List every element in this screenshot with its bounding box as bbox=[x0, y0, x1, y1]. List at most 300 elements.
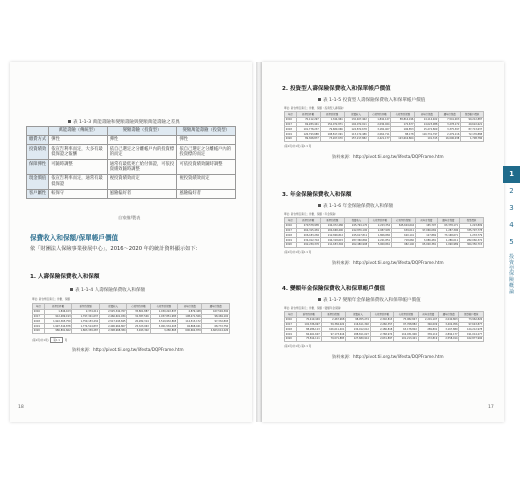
data-cell: 2,260,357 bbox=[370, 322, 393, 327]
comparison-cell: 彈性 bbox=[107, 136, 177, 145]
data-cell: 97,173,616 bbox=[321, 332, 346, 337]
data-cell: 1,842,127 bbox=[368, 117, 391, 122]
data-cell: 70,419,449 bbox=[296, 317, 321, 322]
data-cell: 2019 bbox=[285, 132, 297, 137]
data-cell: 14,114,402 bbox=[415, 117, 439, 122]
side-label-char: 投 bbox=[508, 254, 514, 260]
comparison-cell: 風險偏好者 bbox=[107, 190, 177, 199]
data-cell: 264,315,481 bbox=[296, 228, 320, 233]
data-cell: 2,421,177 bbox=[368, 136, 391, 141]
side-label-char: 概 bbox=[508, 282, 514, 289]
data-cell: 2019 bbox=[285, 332, 297, 337]
data-cell: 97,643,877 bbox=[459, 322, 484, 327]
table-row bbox=[285, 136, 484, 141]
data-cell: 718,660 bbox=[391, 238, 415, 243]
section-title-4: 4. 變額年金保險保費收入和保單帳戶價值 bbox=[282, 286, 386, 292]
data-cell: 73,962,826 bbox=[459, 317, 484, 322]
data-cell: 2,768,974 bbox=[370, 332, 393, 337]
right-page bbox=[262, 62, 504, 422]
data-cell: 127,869 bbox=[415, 233, 437, 238]
table-unit-note: 單位: 新台幣百萬元；件數、保額（變額年金保險） bbox=[284, 307, 343, 310]
chapter-side-label bbox=[503, 251, 520, 295]
data-cell: 620,141 bbox=[391, 233, 415, 238]
data-cell: 2,466,601,934 bbox=[99, 314, 127, 319]
data-cell: 3,901,534,405 bbox=[150, 324, 178, 329]
data-cell: 3,280,865 bbox=[150, 328, 178, 333]
table-pager[interactable]: (第1頁/共1頁) 第1 ▾ 頁 bbox=[284, 251, 312, 254]
data-cell: 70,112,297 bbox=[296, 117, 320, 122]
data-cell: 2,087,905 bbox=[368, 228, 391, 233]
data-cell: 90,212,887 bbox=[461, 117, 484, 122]
data-header-cell: 初年度保費 bbox=[178, 304, 202, 310]
intro-paragraph: 依「財團法人保險事業發展中心」，2016～2020 年的統計資料顯示如下： bbox=[30, 246, 201, 252]
data-cell: 2017 bbox=[33, 314, 45, 319]
data-header-cell: 有效契約件數 bbox=[370, 312, 393, 318]
comparison-cell: 依自己選定之分離帳戶內的投資標的而定 bbox=[177, 145, 236, 160]
data-cell: 35,801,887 bbox=[127, 309, 150, 314]
data-cell: 113,172,486 bbox=[344, 132, 368, 137]
left-page bbox=[10, 62, 252, 422]
data-cell: 1,863,339,287 bbox=[72, 328, 100, 333]
data-cell: 2,186,818 bbox=[370, 327, 393, 332]
data-cell: 1,344,961 bbox=[320, 117, 344, 122]
data-cell: 2018 bbox=[33, 319, 45, 324]
data-cell: 194,318,615 bbox=[320, 238, 344, 243]
data-cell: 245,794,170 bbox=[344, 223, 368, 228]
data-cell: 1,286,011 bbox=[437, 238, 459, 243]
data-header-cell: 年度 bbox=[285, 312, 297, 318]
caption-square-icon bbox=[70, 288, 73, 291]
data-cell: 14,023,988 bbox=[415, 122, 439, 127]
data-header-cell: 保單帳戶價值 bbox=[459, 312, 484, 318]
comparison-cell: 彈性 bbox=[49, 136, 108, 145]
data-cell: 1,797,341,637 bbox=[72, 314, 100, 319]
data-cell: 114,513,172 bbox=[178, 319, 202, 324]
comparison-cell: 可隨時調整 bbox=[49, 160, 108, 175]
data-cell: 292,239,370 bbox=[296, 242, 320, 247]
data-cell: 282,060,372 bbox=[459, 238, 483, 243]
data-cell: 279,578,985 bbox=[296, 223, 320, 228]
data-cell: 134,012,012 bbox=[346, 327, 371, 332]
data-header-cell: 年度 bbox=[285, 112, 297, 118]
data-header-cell: 保單帳戶價值 bbox=[461, 112, 484, 118]
data-cell: 2,201,107 bbox=[418, 317, 438, 322]
chapter-tabs bbox=[503, 166, 520, 295]
data-header-cell: 有效契約保額 bbox=[394, 312, 419, 318]
data-table bbox=[284, 311, 484, 342]
data-cell: 234,012,716 bbox=[296, 238, 320, 243]
comparison-row bbox=[27, 160, 236, 175]
data-cell: 2,036,924 bbox=[368, 122, 391, 127]
data-cell: 2,279,116 bbox=[439, 132, 461, 137]
subsection-title-life-insurance: 1. 人壽保險保費收入和保額 bbox=[30, 274, 100, 280]
data-cell: 15,272,809 bbox=[415, 127, 439, 132]
data-header-cell: 續年度保費 bbox=[437, 218, 459, 224]
data-header-cell: 初年度保費 bbox=[415, 112, 439, 118]
data-cell: 102,336,697 bbox=[296, 322, 321, 327]
data-cell: 1,997,344,878 bbox=[44, 324, 72, 329]
data-cell: 3,278,172 bbox=[439, 122, 461, 127]
data-header-cell: 新契約件數 bbox=[296, 218, 320, 224]
data-header-cell: 保費收入 bbox=[346, 312, 371, 318]
comparison-cell: 通常有最低死亡給付保證，可依投資績效隨時調整 bbox=[107, 160, 177, 175]
data-cell: 5,000,861 bbox=[368, 242, 391, 247]
data-cell: 245,617,811 bbox=[344, 233, 368, 238]
data-cell: 79,689,066 bbox=[320, 127, 344, 132]
comparison-cell: 彈性 bbox=[177, 136, 236, 145]
table-pager[interactable]: (第1頁/共1頁) 第1 ▾ 頁 bbox=[284, 145, 312, 148]
data-cell: 2017 bbox=[285, 322, 297, 327]
data-cell: 1,759,153,434 bbox=[72, 319, 100, 324]
data-cell: 287,360,860 bbox=[344, 238, 368, 243]
comparison-row-header: 現金價值 bbox=[27, 175, 49, 190]
table-caption-1-1-4: 表 1-1-4 人壽保險保費收入和保額 bbox=[70, 287, 145, 293]
data-cell: 364,350,715 bbox=[459, 242, 483, 247]
comparison-header-cell: 變額壽險（投資型） bbox=[107, 127, 177, 136]
data-cell: 2018 bbox=[285, 327, 297, 332]
page-number-left: 18 bbox=[18, 405, 24, 410]
comparison-row-header: 繳費方式 bbox=[27, 136, 49, 145]
data-cell: 986,891,662 bbox=[44, 328, 72, 333]
data-cell: 2,517,043,845 bbox=[99, 319, 127, 324]
data-header-cell: 有效契約保額 bbox=[391, 218, 415, 224]
data-header-cell: 新契約保額 bbox=[320, 112, 344, 118]
table-row bbox=[285, 242, 484, 247]
data-cell: 116,611,392 bbox=[346, 322, 371, 327]
data-cell: 912,489,193 bbox=[44, 314, 72, 319]
data-cell: 2,223,354 bbox=[368, 223, 391, 228]
comparison-cell: 較保守 bbox=[49, 190, 108, 199]
data-cell: 346,009 bbox=[418, 322, 438, 327]
data-header-cell: 新契約保額 bbox=[320, 218, 344, 224]
data-cell: 101,778,237 bbox=[296, 127, 320, 132]
table-caption bbox=[318, 97, 425, 103]
data-cell: 123,616,864 bbox=[391, 136, 415, 141]
data-header-cell: 年度 bbox=[33, 304, 45, 310]
source-link[interactable]: 資料來源：http://pivot.tii.org.tw/lifesta/DQPFrame.htm bbox=[72, 347, 184, 352]
data-cell: 108,817,091 bbox=[320, 132, 344, 137]
table-source-note: 自家繪/製表 bbox=[118, 215, 141, 220]
data-header-cell: 續年度保費 bbox=[439, 312, 459, 318]
data-cell: 639,011 bbox=[391, 228, 415, 233]
data-cell: 1,223,809 bbox=[459, 223, 483, 228]
data-header-cell: 保單價值 bbox=[459, 218, 483, 224]
side-label-char: 保 bbox=[508, 271, 514, 278]
data-cell: 2,525,342,767 bbox=[99, 309, 127, 314]
data-header-cell: 有效契約件數 bbox=[368, 112, 391, 118]
data-header-cell: 保費收入 bbox=[344, 218, 368, 224]
data-cell: 98,055,274 bbox=[346, 317, 371, 322]
data-cell: 2018 bbox=[285, 127, 297, 132]
data-cell: 127,680,914 bbox=[346, 336, 371, 341]
data-cell: 32,387,546 bbox=[127, 314, 150, 319]
data-cell: 982,140 bbox=[391, 242, 415, 247]
data-cell: 101,213,401 bbox=[394, 336, 419, 341]
data-cell: 106,011,401 bbox=[321, 327, 346, 332]
data-cell: 94,868,041 bbox=[178, 324, 202, 329]
data-cell: 59,384,022 bbox=[321, 322, 346, 327]
side-label-char: 論 bbox=[508, 288, 514, 295]
data-cell: 7,541,003 bbox=[439, 117, 461, 122]
data-cell: 2019 bbox=[285, 238, 297, 243]
comparison-cell: 可依投資績效隨時調整 bbox=[177, 160, 236, 175]
data-cell: 49,622,621 bbox=[461, 122, 484, 127]
chapter-tab-1[interactable]: 1 bbox=[503, 166, 520, 183]
data-cell: 198,471,506 bbox=[178, 314, 202, 319]
data-header-cell: 續年度保費 bbox=[202, 304, 230, 310]
table-row bbox=[285, 336, 484, 341]
data-cell: 1,774,514,837 bbox=[72, 324, 100, 329]
data-cell: 87,713,637 bbox=[461, 127, 484, 132]
data-cell: 335,797,778 bbox=[459, 228, 483, 233]
data-cell: 2,467,968 bbox=[321, 317, 346, 322]
data-cell: 172,677 bbox=[391, 122, 415, 127]
data-cell: 58,814,196 bbox=[391, 117, 415, 122]
data-cell: 645,604,644 bbox=[391, 223, 415, 228]
comparison-row-header: 客戶屬性 bbox=[27, 190, 49, 199]
comparison-row bbox=[27, 145, 236, 160]
data-cell: 63,178,802 bbox=[394, 327, 419, 332]
data-cell: 101,315 bbox=[415, 136, 439, 141]
chapter-tab-3[interactable]: 3 bbox=[509, 204, 514, 212]
data-cell: 191,014,277 bbox=[459, 332, 484, 337]
data-cell: 3,402,956 bbox=[439, 322, 459, 327]
data-header-cell: 新契約件數 bbox=[296, 312, 321, 318]
data-cell: 4,663,614,226 bbox=[202, 328, 230, 333]
data-cell: 2,040,803 bbox=[439, 317, 459, 322]
data-cell: 72,176,888 bbox=[461, 132, 484, 137]
data-table bbox=[284, 217, 484, 248]
data-cell: 3,182,407 bbox=[368, 127, 391, 132]
comparison-row bbox=[27, 136, 236, 145]
data-cell: 79,071,883 bbox=[321, 336, 346, 341]
comparison-row bbox=[27, 190, 236, 199]
source-link[interactable]: 資料來源：http://pivot.tii.org.tw/lifesta/DQPFrame.htm bbox=[332, 154, 444, 159]
data-cell: 2018 bbox=[285, 233, 297, 238]
table-caption bbox=[318, 297, 421, 303]
data-cell: 84,461,607 bbox=[296, 332, 321, 337]
data-cell: 25,323,963 bbox=[127, 324, 150, 329]
data-cell: 1,090,989 bbox=[437, 242, 459, 247]
data-header-cell: 新契約保額 bbox=[321, 312, 346, 318]
data-cell: 244,972,486 bbox=[320, 223, 344, 228]
data-cell: 2,398,968,384 bbox=[99, 328, 127, 333]
data-cell: 242,876,100 bbox=[344, 228, 368, 233]
data-cell: 2,062,711 bbox=[368, 132, 391, 137]
data-cell: 152,072,871 bbox=[320, 122, 344, 127]
data-cell: 188,811,027 bbox=[346, 332, 371, 337]
caption-text: 表 1-1-6 年金保險保費收入和保額 bbox=[323, 204, 394, 209]
data-cell: 106,853 bbox=[391, 127, 415, 132]
data-cell: 98,469,102 bbox=[202, 314, 230, 319]
data-cell: 1,030,222,837 bbox=[150, 309, 178, 314]
comparison-row-header: 投資績效 bbox=[27, 145, 49, 160]
table-pager[interactable]: (第1頁/共1頁) 第1 ▾ 頁 bbox=[284, 345, 312, 348]
chapter-tab-5[interactable]: 5 bbox=[509, 238, 514, 246]
data-cell: 2019 bbox=[33, 324, 45, 329]
section-title-3: 3. 年金保險保費收入和保額 bbox=[282, 192, 352, 198]
pager-label: (第1頁/共1頁) bbox=[32, 339, 49, 342]
caption-square-icon bbox=[318, 298, 321, 301]
data-cell: 73,207,670 bbox=[320, 136, 344, 141]
table-pager bbox=[32, 337, 67, 343]
data-cell: 2020 bbox=[33, 328, 45, 333]
data-cell: 206,183,282 bbox=[296, 233, 320, 238]
data-cell: 124,212,978 bbox=[459, 327, 484, 332]
comparison-header-cell: 變額萬能壽險（投資型） bbox=[177, 127, 236, 136]
data-cell: 2020 bbox=[285, 136, 297, 141]
comparison-header-row bbox=[27, 127, 236, 136]
data-cell: 167,594,392 bbox=[202, 309, 230, 314]
data-header-cell: 有效契約件數 bbox=[368, 218, 391, 224]
comparison-cell: 依宣告利率而定，通常有最低保證 bbox=[49, 175, 108, 190]
table-caption-1-1-3: 表 1-1-3 萬能壽險和變額壽險與變額萬能壽險之差異 bbox=[68, 119, 180, 125]
data-cell: 1,922,365,750 bbox=[44, 319, 72, 324]
data-header-cell: 初年度保費 bbox=[415, 218, 437, 224]
data-cell: 2,631,897 bbox=[370, 336, 393, 341]
data-cell: 16,096,038 bbox=[439, 136, 461, 141]
data-cell: 4,879,448 bbox=[178, 309, 202, 314]
data-cell: 88,286,113 bbox=[296, 327, 321, 332]
data-cell: 3,519,932,865 bbox=[150, 319, 178, 324]
data-cell: 2016 bbox=[285, 317, 297, 322]
data-header-cell: 新契約件數 bbox=[44, 304, 72, 310]
pager-suffix: 頁 bbox=[64, 339, 68, 342]
comparison-row bbox=[27, 175, 236, 190]
data-cell: 3,375,397 bbox=[439, 127, 461, 132]
data-cell: 116,731,797 bbox=[415, 132, 439, 137]
data-cell: 2,496,964,807 bbox=[99, 324, 127, 329]
caption-square-icon bbox=[68, 120, 71, 123]
data-cell: 2,221,851 bbox=[368, 238, 391, 243]
data-cell: 2016 bbox=[285, 117, 297, 122]
page-number-right: 17 bbox=[488, 405, 494, 410]
data-cell: 1,846,103 bbox=[44, 309, 72, 314]
caption-square-icon bbox=[318, 98, 321, 101]
data-cell: 69,283,441 bbox=[296, 122, 320, 127]
data-cell: 211,653,394 bbox=[320, 242, 344, 247]
page-select[interactable]: 第1 ▾ bbox=[50, 337, 62, 343]
data-cell: 3,943,302 bbox=[127, 328, 150, 333]
data-cell: 2,302,813 bbox=[370, 317, 393, 322]
table-row bbox=[33, 328, 230, 333]
data-cell: 116,931,906 bbox=[394, 332, 419, 337]
data-cell: 272,819 bbox=[418, 336, 438, 341]
data-cell: 157,217,882 bbox=[344, 136, 368, 141]
data-header-cell: 新契約件數 bbox=[296, 112, 320, 118]
data-cell: 1,287,396 bbox=[437, 228, 459, 233]
data-cell: 3,167,880 bbox=[439, 327, 459, 332]
table-unit-note: 單位: 新台幣百萬元；件數、保額（投資型人壽保險） bbox=[284, 107, 346, 110]
data-cell: 2020 bbox=[285, 242, 297, 247]
comparison-row-header: 保障彈性 bbox=[27, 160, 49, 175]
life-insurance-data-table bbox=[32, 303, 230, 334]
data-cell: 165,797 bbox=[415, 223, 437, 228]
data-cell: 75,082,847 bbox=[394, 317, 419, 322]
data-cell: 20,282,314 bbox=[127, 319, 150, 324]
side-label-char: 資 bbox=[508, 259, 514, 266]
data-cell: 2,558,014 bbox=[439, 336, 459, 341]
data-cell: 97,768,882 bbox=[394, 322, 419, 327]
data-cell: 126,793,688 bbox=[296, 132, 320, 137]
comparison-cell: 依自己選定之分離帳戶內的投資標的而定 bbox=[107, 145, 177, 160]
comparison-cell: 視投資績效而定 bbox=[107, 175, 177, 190]
data-cell: 63,378,171 bbox=[437, 223, 459, 228]
data-cell: 204,668,400 bbox=[320, 228, 344, 233]
comparison-table bbox=[26, 126, 236, 199]
data-table bbox=[284, 111, 484, 142]
side-label-char: 型 bbox=[508, 265, 514, 272]
data-header-cell: 有效契約件數 bbox=[127, 304, 150, 310]
data-cell: 124,872,678 bbox=[344, 127, 368, 132]
data-header-cell: 初年度保費 bbox=[418, 312, 438, 318]
data-header-cell: 保費收入 bbox=[99, 304, 127, 310]
chapter-tab-4[interactable]: 4 bbox=[509, 221, 514, 229]
data-cell: 2,892,177 bbox=[439, 332, 459, 337]
data-header-cell: 年度 bbox=[285, 218, 297, 224]
table-unit-note: 單位: 新台幣百萬元；件數、保額（年金保險） bbox=[284, 213, 338, 216]
chapter-tab-2[interactable]: 2 bbox=[509, 187, 514, 195]
comparison-cell: 依宣告利率而定，大多有最低保證之報酬 bbox=[49, 145, 108, 160]
comparison-cell: 視投資績效而定 bbox=[177, 175, 236, 190]
data-header-cell: 有效契約保額 bbox=[150, 304, 178, 310]
data-cell: 2,374,211 bbox=[72, 309, 100, 314]
data-cell: 88,178 bbox=[391, 132, 415, 137]
data-cell: 600,662,879 bbox=[178, 328, 202, 333]
table-caption bbox=[318, 203, 393, 209]
data-cell: 3,086,481 bbox=[415, 238, 437, 243]
source-link[interactable]: 資料來源：http://pivot.tii.org.tw/lifesta/DQPFrame.htm bbox=[332, 354, 444, 359]
data-cell: 97,066,069 bbox=[415, 228, 437, 233]
data-header-cell: 保費收入 bbox=[344, 112, 368, 118]
data-cell: 75,814,111 bbox=[296, 336, 321, 341]
caption-text: 表 1-1-5 投資型人壽保險保費收入和保單帳戶價值 bbox=[323, 98, 426, 103]
data-cell: 262,480,908 bbox=[344, 242, 368, 247]
data-cell: 2016 bbox=[33, 309, 45, 314]
data-cell: 1,233,779 bbox=[459, 233, 483, 238]
data-cell: 339,110 bbox=[418, 332, 438, 337]
section-title: 保費收入和保額/保單帳戶價值 bbox=[30, 234, 119, 242]
side-label-char: 險 bbox=[508, 277, 514, 283]
source-link[interactable]: 資料來源：http://pivot.tii.org.tw/lifesta/DQPFrame.htm bbox=[332, 260, 444, 265]
data-cell: 1,798,786 bbox=[461, 136, 484, 141]
data-cell: 97,332,893 bbox=[202, 319, 230, 324]
table-unit-note: 單位: 新台幣百萬元；件數、保額 bbox=[32, 298, 71, 301]
data-cell: 212,806,812 bbox=[320, 233, 344, 238]
data-cell: 89,368,877 bbox=[296, 136, 320, 141]
data-cell: 104,072,911 bbox=[344, 122, 368, 127]
data-cell: 132,407,462 bbox=[344, 117, 368, 122]
data-header-cell: 續年度保費 bbox=[439, 112, 461, 118]
data-cell: 65,000,381 bbox=[415, 242, 437, 247]
data-cell: 2016 bbox=[285, 223, 297, 228]
caption-square-icon bbox=[318, 204, 321, 207]
data-cell: 73,168,671 bbox=[437, 233, 459, 238]
data-header-cell: 有效契約保額 bbox=[391, 112, 415, 118]
data-header-cell: 新契約保額 bbox=[72, 304, 100, 310]
data-cell: 1,937,851,983 bbox=[150, 314, 178, 319]
data-cell: 2020 bbox=[285, 336, 297, 341]
comparison-cell: 風險偏好者 bbox=[177, 190, 236, 199]
data-cell: 2017 bbox=[285, 122, 297, 127]
section-title-2: 2. 投資型人壽保險保費收入和保單帳戶價值 bbox=[282, 86, 391, 92]
caption-text: 表 1-1-7 變額年金保險保費收入和保單帳戶價值 bbox=[323, 298, 421, 303]
data-cell: 289,891 bbox=[418, 327, 438, 332]
data-cell: 1,806,882 bbox=[368, 233, 391, 238]
comparison-header-cell: 萬能壽險（傳統型） bbox=[49, 127, 108, 136]
data-cell: 68,772,750 bbox=[202, 324, 230, 329]
data-cell: 162,877,906 bbox=[459, 336, 484, 341]
